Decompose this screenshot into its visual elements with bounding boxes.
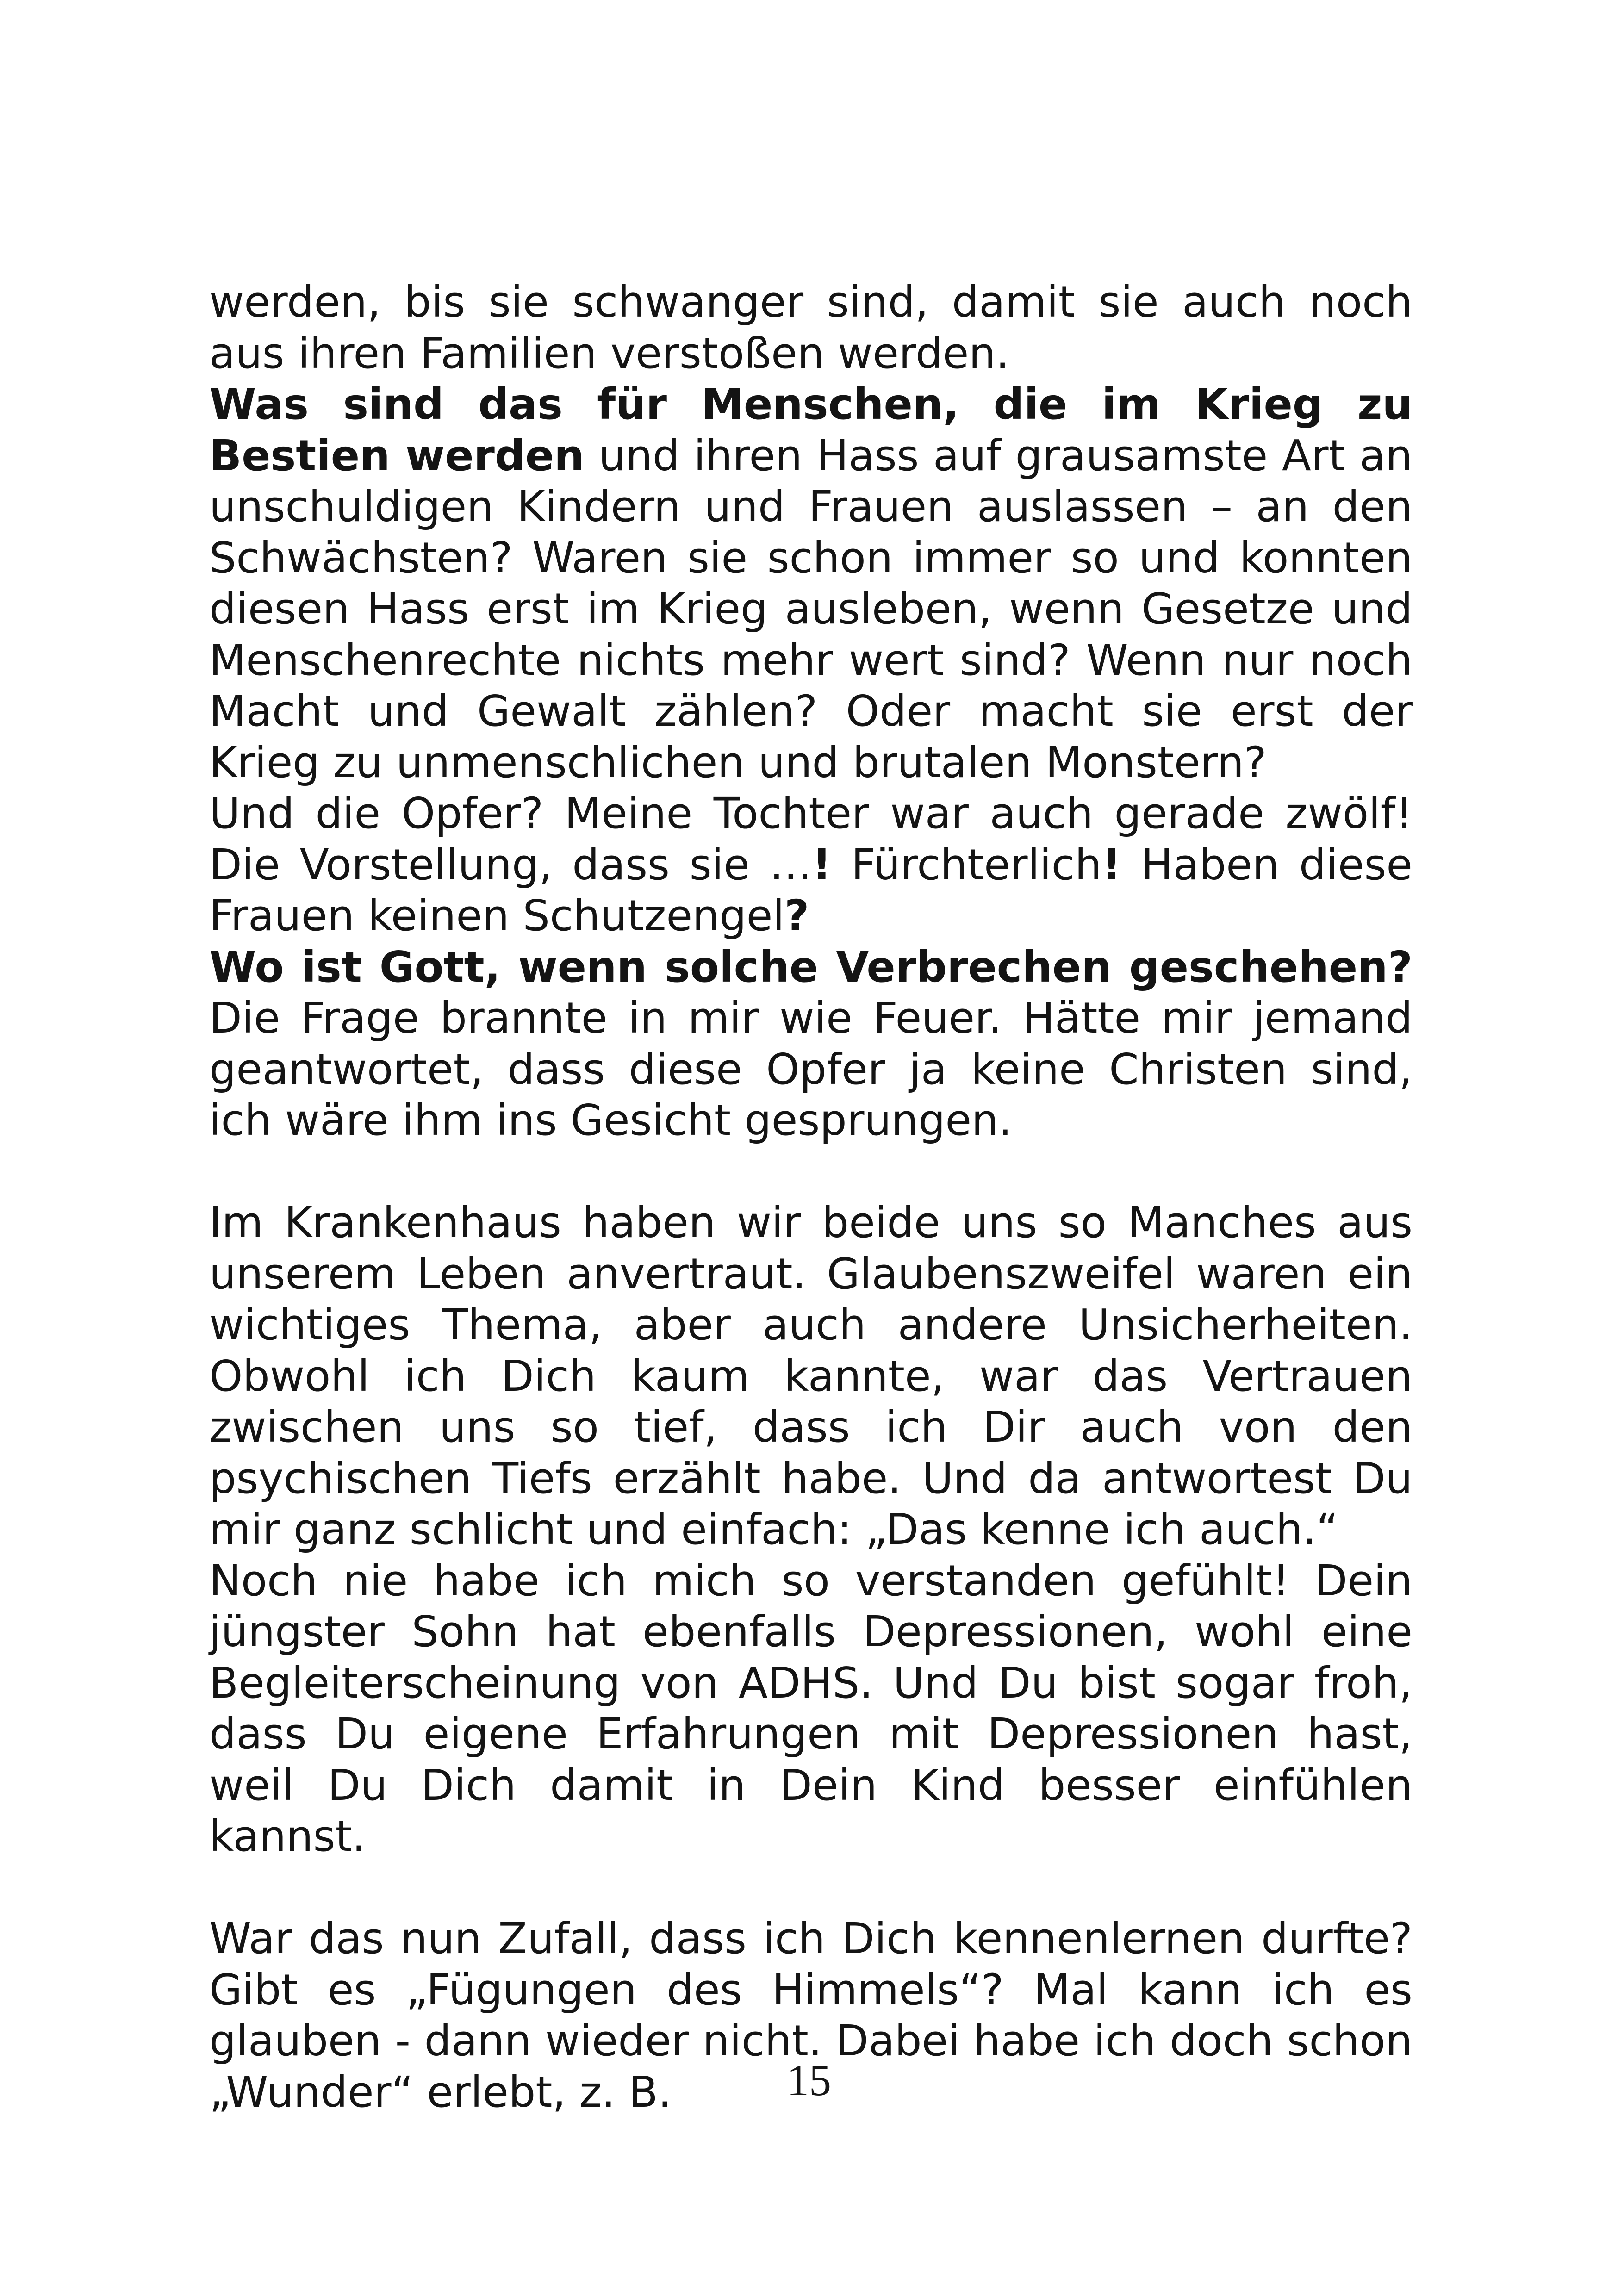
paragraph-2 (209, 379, 1413, 788)
paragraph-5 (209, 1197, 1413, 1556)
paragraph-2-text: und ihren Hass auf grausamste Art an unschuldigen Kindern und Frauen auslassen – an den Schwächsten? Waren sie schon immer so und konnten diesen Hass erst im Krieg ausleben, wenn Gesetze und Menschenrechte nichts mehr wert sind? Wenn nur noch Macht und Gewalt zählen? Oder macht sie erst der Krieg zu unmenschlichen und brutalen Monstern? (209, 430, 1413, 787)
paragraph-5-text: Im Krankenhaus haben wir beide uns so Manches aus unserem Leben anvertraut. Glaubenszweifel waren ein wichtiges Thema, aber auch andere Unsicherheiten. Obwohl ich Dich kaum kannte, war das Vertrauen zwischen uns so tief, dass ich Dir auch von den psychischen Tiefs erzählt habe. Und da antwortest Du mir ganz schlicht und einfach: „Das kenne ich auch.“ (209, 1198, 1413, 1554)
paragraph-6-text: Noch nie habe ich mich so verstanden gefühlt! Dein jüngster Sohn hat ebenfalls Depressionen, wohl eine Begleiterscheinung von ADHS. Und Du bist sogar froh, dass Du eigene Erfahrungen mit Depressionen hast, weil Du Dich damit in Dein Kind besser einfühlen kannst. (209, 1556, 1413, 1861)
paragraph-3-text-a: Und die Opfer? Meine Tochter war auch gerade zwölf! Die Vorstellung, dass sie … (209, 789, 1413, 890)
paragraph-3 (209, 788, 1413, 942)
paragraph-3-text-b: Fürchterlich (831, 840, 1102, 890)
paragraph-3-bold-mark-3: ? (784, 891, 809, 940)
paragraph-1-text: werden, bis sie schwanger sind, damit sie auch noch aus ihren Familien verstoßen werden. (209, 277, 1413, 378)
paragraph-4-bold-question: Wo ist Gott, wenn solche Verbrechen geschehen? (209, 942, 1413, 992)
paragraph-2-bold-question: Was sind das für Menschen, die im Krieg zu Bestien werden (209, 380, 1413, 480)
paragraph-gap (209, 1146, 1413, 1198)
paragraph-7-text: War das nun Zufall, dass ich Dich kennenlernen durfte? Gibt es „Fügungen des Himmels“? Mal kann ich es glauben - dann wieder nicht. Dabei habe ich doch schon „Wunder“ erlebt, z. B. (209, 1914, 1413, 2117)
paragraph-gap (209, 1862, 1413, 1914)
paragraph-6 (209, 1556, 1413, 1862)
paragraph-1 (209, 277, 1413, 379)
body-text (209, 277, 1413, 2118)
paragraph-4 (209, 942, 1413, 1146)
paragraph-3-bold-mark-1: ! (812, 840, 832, 890)
paragraph-4-text: Die Frage brannte in mir wie Feuer. Hätte mir jemand geantwortet, dass diese Opfer ja keine Christen sind, ich wäre ihm ins Gesicht gesprungen. (209, 993, 1413, 1145)
paragraph-3-bold-mark-2: ! (1101, 840, 1121, 890)
paragraph-3-text-c: Haben diese Frauen keinen Schutzengel (209, 840, 1413, 940)
page-number: 15 (787, 2055, 831, 2105)
